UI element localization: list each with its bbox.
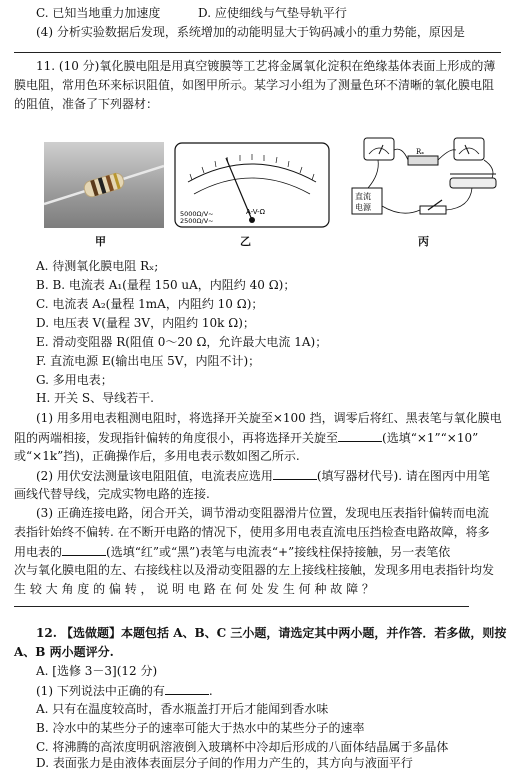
meter-label-1: 5000Ω/V~ [180, 210, 214, 218]
q11-part3-line3: 用电表的 (选填“红”或“黑”)表笔与电流表“+”接线柱保持接触，另一表笔依 [14, 545, 451, 559]
list-item: E. 滑动变阻器 R(阻值 0～20 Ω，允许最大电流 1A)； [36, 335, 328, 349]
list-item: B. B. 电流表 A₁(量程 150 uA，内阻约 40 Ω)； [36, 278, 296, 292]
q12-part1: (1) 下列说法中正确的有 . [36, 684, 213, 698]
source-label-2: 电源 [355, 203, 371, 212]
answer-blank[interactable] [62, 543, 106, 556]
circuit-apparatus [350, 136, 500, 226]
q12-heading-2: A、B 两小题评分. [14, 645, 114, 659]
option-d: D. 应使细线与气垫导轨平行 [198, 6, 347, 20]
meter-label-2: 2500Ω/V~ [180, 217, 214, 225]
figure-caption-yi: 乙 [240, 235, 251, 248]
answer-blank[interactable] [273, 467, 317, 480]
rx-label: Rₓ [416, 148, 425, 156]
q11-part1-line3: 或“×1k”挡)，正确操作后，多用电表示数如图乙所示. [14, 449, 300, 463]
q11-part3-line1: (3) 正确连接电路，闭合开关，调节滑动变阻器滑片位置，发现电压表指针偏转而电流 [36, 506, 489, 520]
source-label-1: 直流 [355, 192, 371, 201]
q11-intro-1: 11. (10 分)氧化膜电阻是用真空镀膜等工艺将金属氧化淀积在绝缘基体表面上形成的薄 [36, 59, 496, 73]
q11-intro-3: 的阻值，准备了下列器材： [14, 97, 159, 111]
multimeter-dial [174, 142, 330, 228]
answer-line [14, 52, 501, 53]
list-item: G. 多用电表； [36, 373, 113, 387]
q11-part1-line1: (1) 用多用电表粗测电阻时，将选择开关旋至×100 挡，调零后将红、黑表笔与氧化膜电 [36, 411, 502, 425]
q11-part3-line2: 表指针始终不偏转. 在不断开电路的情况下，使用多用电表直流电压挡检查电路故障，将多 [14, 525, 490, 539]
list-item: D. 电压表 V(量程 3V，内阻约 10k Ω)； [36, 316, 255, 330]
q12-subsection: A. [选修 3－3](12 分) [36, 664, 158, 678]
list-item: H. 开关 S、导线若干. [36, 391, 154, 405]
list-item: A. 只有在温度较高时，香水瓶盖打开后才能闻到香水味 [36, 702, 329, 716]
answer-blank[interactable] [338, 429, 382, 442]
answer-line [14, 606, 469, 607]
answer-blank[interactable] [165, 682, 209, 695]
q11-part2-line2: 画线代替导线，完成实物电路的连接. [14, 487, 210, 501]
meter-center-label: A-V-Ω [246, 208, 266, 216]
q11-part2-line1: (2) 用伏安法测量该电阻阻值，电流表应选用 (填写器材代号). 请在图丙中用笔 [36, 469, 490, 483]
list-item: B. 冷水中的某些分子的速率可能大于热水中的某些分子的速率 [36, 721, 365, 735]
q11-part1-line2: 阻的两端相接，发现指针偏转的角度很小，再将选择开关旋至 (选填“×1”“×10” [14, 431, 479, 445]
list-item: A. 待测氧化膜电阻 Rₓ; [36, 259, 159, 273]
q4-text: (4) 分析实验数据后发现，系统增加的动能明显大于钩码减小的重力势能，原因是 [36, 25, 465, 39]
option-c: C. 已知当地重力加速度 [36, 6, 161, 20]
q11-intro-2: 膜电阻，常用色环来标识阻值，如图甲所示。某学习小组为了测量色环不清晰的氧化膜电阻 [14, 78, 495, 92]
list-item: F. 直流电源 E(输出电压 5V，内阻不计)； [36, 354, 261, 368]
q11-part3-line4: 次与氧化膜电阻的左、右接线柱以及滑动变阻器的左上接线柱接触，发现多用电表指针均发 [14, 563, 495, 577]
list-item: D. 表面张力是由液体表面层分子间的作用力产生的，其方向与液面平行 [36, 756, 413, 770]
list-item: C. 将沸腾的高浓度明矾溶液倒入玻璃杯中冷却后形成的八面体结晶属于多晶体 [36, 740, 449, 754]
resistor-photo [44, 142, 164, 228]
q12-heading: 12. 【选做题】本题包括 A、B、C 三小题，请选定其中两小题，并作答．若多做，则按 [36, 626, 507, 640]
figure-caption-bing: 丙 [418, 235, 429, 248]
q11-part3-line5: 生 较 大 角 度 的 偏 转 ， 说 明 电 路 在 何 处 发 生 何 种 故 障 ？ [14, 582, 374, 596]
figure-caption-jia: 甲 [95, 235, 106, 248]
list-item: C. 电流表 A₂(量程 1mA，内阻约 10 Ω)； [36, 297, 264, 311]
